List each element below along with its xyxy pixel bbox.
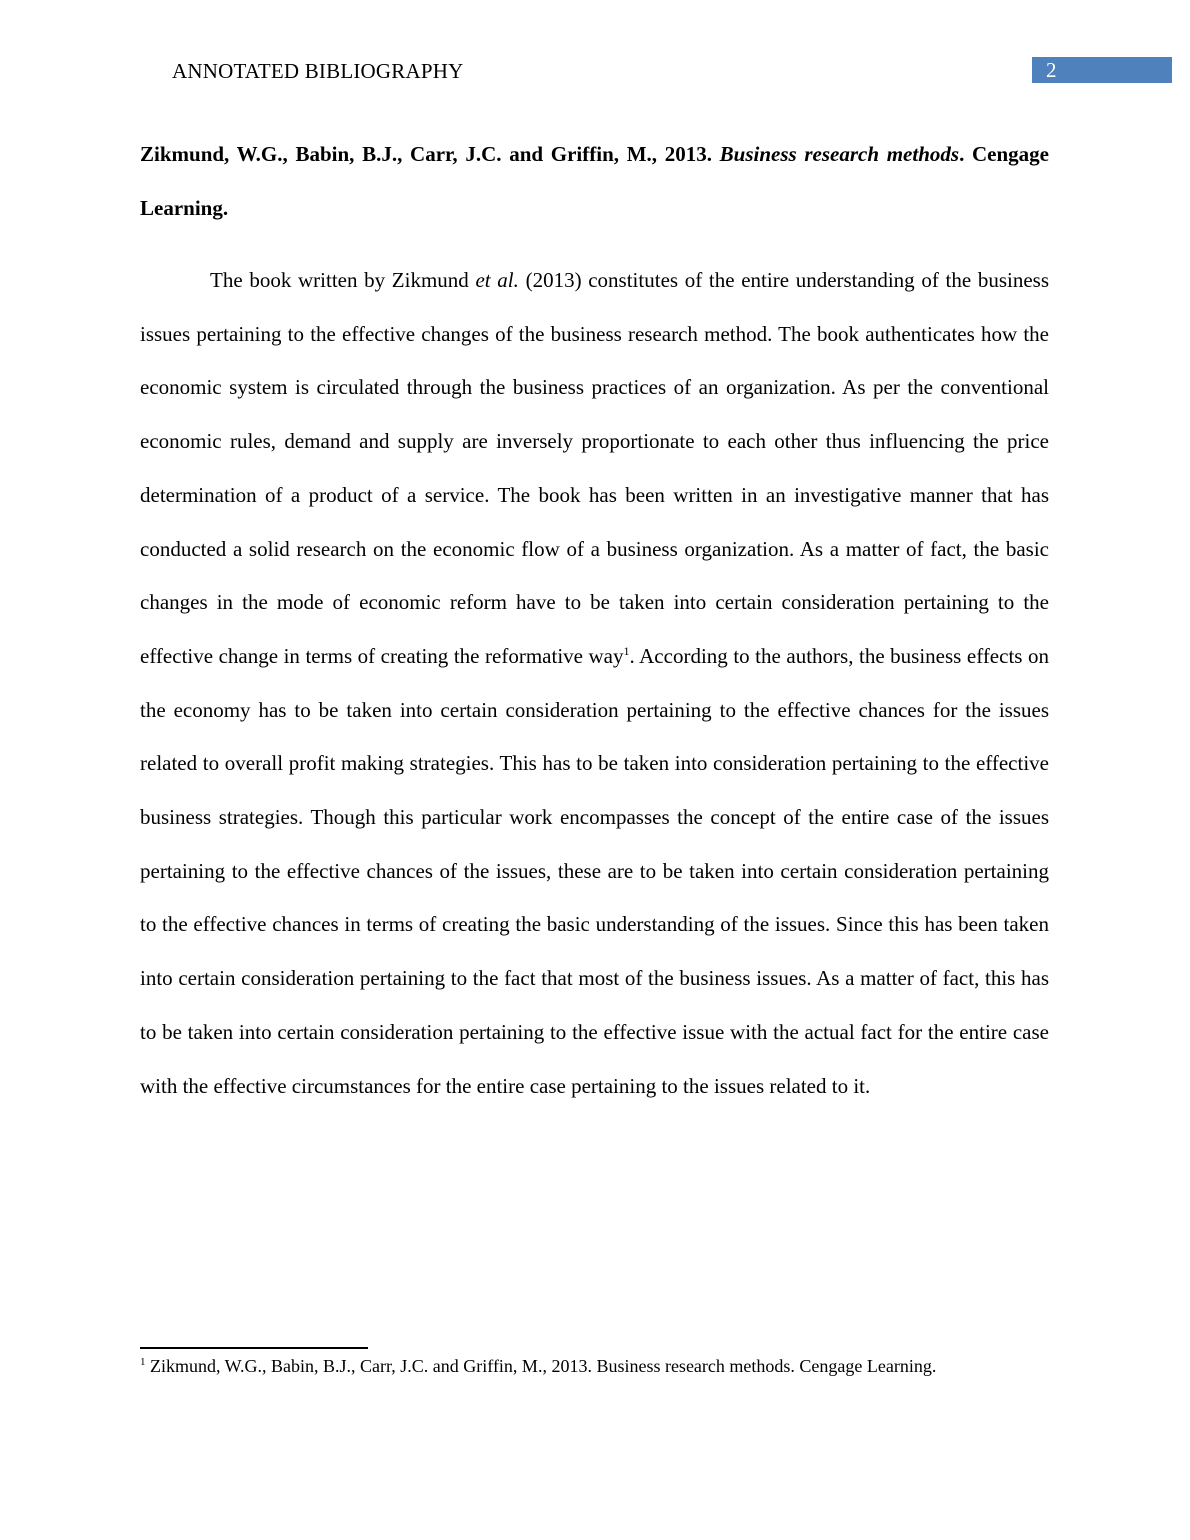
footnote <box>140 1354 1140 1378</box>
annotation-text-part-1: The book written by Zikmund <box>210 268 476 292</box>
citation-authors-year: Zikmund, W.G., Babin, B.J., Carr, J.C. and Griffin, M., 2013. <box>140 142 720 166</box>
footnote-reference[interactable]: 1 <box>623 643 630 658</box>
footnote-separator <box>140 1347 368 1349</box>
annotation-text-part-2: (2013) constitutes of the entire understanding of the business issues pertaining to the effective changes of the business research method. The book authenticates how the economic system is circulated through the business practices of an organization. As per the conventional economic rules, demand and supply are inversely proportionate to each other thus influencing the price determination of a product of a service. The book has been written in an investigative manner that has conducted a solid research on the economic flow of a business organization. As a matter of fact, the basic changes in the mode of economic reform have to be taken into certain consideration pertaining to the effective change in terms of creating the reformative way <box>140 268 1049 668</box>
citation-title: Business research methods <box>719 142 960 166</box>
bibliography-citation <box>140 128 1049 235</box>
footnote-text: Zikmund, W.G., Babin, B.J., Carr, J.C. and Griffin, M., 2013. Business research methods. Cengage Learning. <box>145 1356 937 1376</box>
running-header-title: ANNOTATED BIBLIOGRAPHY <box>172 59 464 83</box>
citation-publisher: . Cengage Learning. <box>140 142 1049 220</box>
annotation-text-part-3: . According to the authors, the business effects on the economy has to be taken into certain consideration pertaining to the effective chances for the issues related to overall profit making strategies. This has to be taken into consideration pertaining to the effective business strategies. Though this particular work encompasses the concept of the entire case of the issues pertaining to the effective chances of the issues, these are to be taken into certain consideration pertaining to the effective chances in terms of creating the basic understanding of the issues. Since this has been taken into certain consideration pertaining to the fact that most of the business issues. As a matter of fact, this has to be taken into certain consideration pertaining to the effective issue with the actual fact for the entire case with the effective circumstances for the entire case pertaining to the issues related to it. <box>140 643 1049 1098</box>
annotation-paragraph <box>140 254 1049 1113</box>
annotation-et-al: et al. <box>475 268 519 292</box>
footnote-number: 1 <box>140 1356 146 1368</box>
page-number-box <box>1032 57 1172 83</box>
page-number: 2 <box>1046 58 1057 82</box>
